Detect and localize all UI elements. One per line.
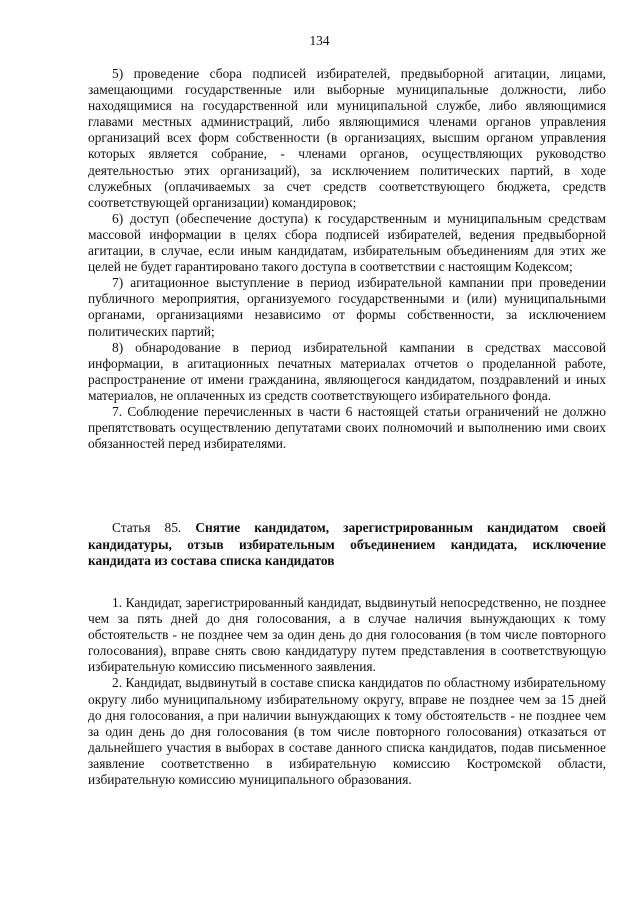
item-8-paragraph: 8) обнародование в период избирательной кампании в средствах массовой информации, в агитационных печатных материалах отчетов о проделанной работе, распространение от имени гражданина, являющегося кандидатом, поздравлений и иных материалов, не оплаченных из средств соответствующего избирательного фонда. [88,339,606,403]
item-5-paragraph: 5) проведение сбора подписей избирателей, предвыборной агитации, лицами, замещающими государственные или выборные муниципальные должности, либо находящимися на государственной или муниципальной службе, либо являющимися главами местных администраций, либо являющимися членами органов управления организаций всех форм собственности (в организациях, высшим органом управления которых является собрание, - членами органов, осуществляющих руководство деятельностью этих организаций), за исключением политических партий, в ходе служебных (оплачиваемых за счет средств соответствующего бюджета, средств соответствующей организации) командировок; [88,66,606,210]
item-6-paragraph: 6) доступ (обеспечение доступа) к государственным и муниципальным средствам массовой информации в целях сбора подписей избирателей, ведения предвыборной агитации, в случае, если иным кандидатам, избирательным объединениям для этих же целей не будет гарантировано такого доступа в соответствии с настоящим Кодексом; [88,210,606,275]
restrictions-list [88,66,606,452]
article-85-part-2: 2. Кандидат, выдвинутый в составе списка кандидатов по областному избирательному округу либо муниципальному избирательному округу, вправе не позднее чем за 15 дней до дня голосования, а при наличии вынуждающих к тому обстоятельств - не позднее чем за один день до дня голосования (в том числе повторного голосования) отказаться от дальнейшего участия в выборах в составе данного списка кандидатов, подав письменное заявление соответственно в избирательную комиссию Костромской области, избирательную комиссию муниципального образования. [88,675,606,788]
article-85-part-1: 1. Кандидат, зарегистрированный кандидат, выдвинутый непосредственно, не позднее чем за пять дней до дня голосования, а в случае наличия вынуждающих к тому обстоятельств - не позднее чем за один день до дня голосования (в том числе повторного голосования), вправе снять свою кандидатуру путем представления в соответствующую избирательную комиссию письменного заявления. [88,595,606,675]
article-heading-text [88,520,606,570]
article-85-heading [88,520,606,570]
article-85-body [88,595,606,788]
page-number: 134 [309,33,330,48]
article-title: Снятие кандидатом, зарегистрированным кандидатом своей кандидатуры, отзыв избирательным объединением кандидата, исключение кандидата из состава списка кандидатов [88,520,606,569]
part-7-paragraph: 7. Соблюдение перечисленных в части 6 настоящей статьи ограничений не должно препятствовать осуществлению депутатами своих полномочий и выполнению ими своих обязанностей перед избирателями. [88,403,606,452]
item-7-paragraph: 7) агитационное выступление в период избирательной кампании при проведении публичного мероприятия, организуемого государственными и (или) муниципальными органами, организациями независимо от формы собственности, за исключением политических партий; [88,275,606,339]
article-label: Статья 85. [112,520,182,535]
